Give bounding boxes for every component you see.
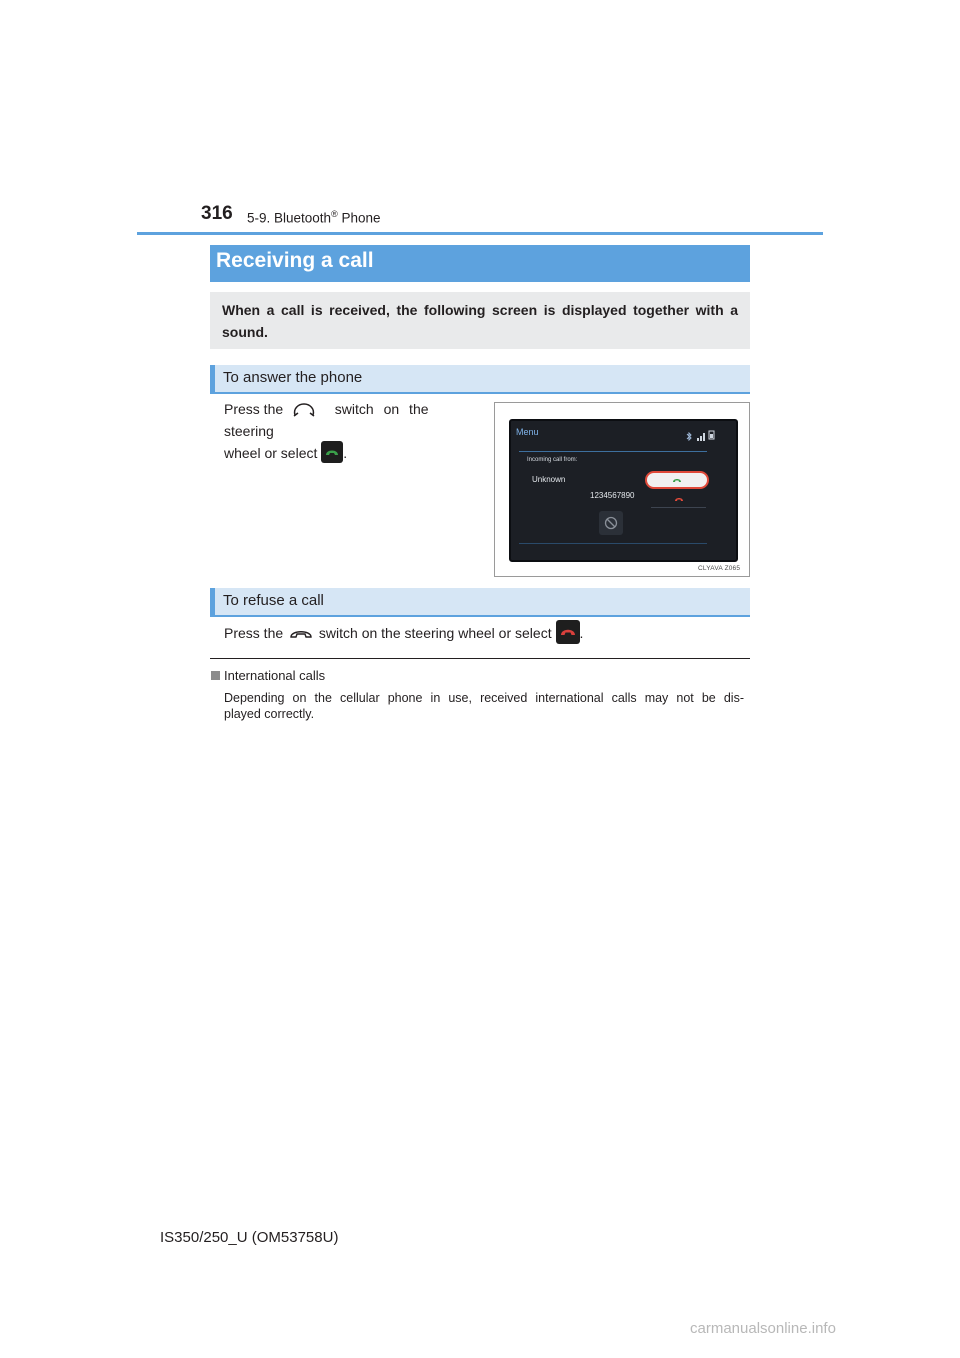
caller-number: 1234567890 [590,491,635,500]
prohibit-button[interactable] [599,511,623,535]
page-title: Receiving a call [216,249,374,272]
bluetooth-icon [685,428,693,437]
answer-text: Press the switch on the steering wheel or select . [224,398,482,465]
note-heading: International calls [224,668,326,683]
note-text [224,690,744,722]
note-bullet [211,671,220,680]
refuse-heading: To refuse a call [223,592,324,609]
red-decline-call-icon [556,620,580,644]
answer-heading: To answer the phone [223,369,363,386]
refuse-text: Press the switch on the steering wheel or select . [224,622,744,646]
screen-divider [519,451,707,452]
hang-up-icon [673,492,685,504]
note-text-line2: played correctly. [224,707,315,721]
header-rule [137,232,823,235]
heading-marker [210,365,215,392]
green-answer-call-icon [321,441,343,463]
watermark: carmanualsonline.info [690,1320,836,1337]
answer-icon [671,474,683,486]
incoming-call-screen [509,419,738,562]
note-rule [210,658,750,659]
signal-icon [696,428,706,437]
image-code: CLYAVA Z065 [698,565,741,572]
footer-model: IS350/250_U (OM53758U) [160,1229,339,1246]
screen-menu-label: Menu [516,427,539,437]
screen-bottom-line [519,543,707,544]
note-text-line1: Depending on the cellular phone in use, received international calls may not be dis- [224,691,744,705]
prohibit-icon [604,516,618,530]
decline-button[interactable] [651,491,706,505]
phone-handset-icon [289,401,319,419]
phone-hang-up-icon [287,626,315,642]
section-title: 5-9. Bluetooth® Phone [247,209,381,226]
incoming-label: Incoming call from: [527,457,578,463]
answer-text-line2: wheel or select [224,445,318,461]
battery-icon [708,427,715,437]
screen-button-divider [651,507,706,508]
caller-name: Unknown [532,475,566,484]
heading-marker [210,588,215,615]
answer-button[interactable] [645,471,709,489]
page-number: 316 [201,203,233,224]
intro-text: When a call is received, the following screen is displayed together with a sound. [222,302,738,340]
